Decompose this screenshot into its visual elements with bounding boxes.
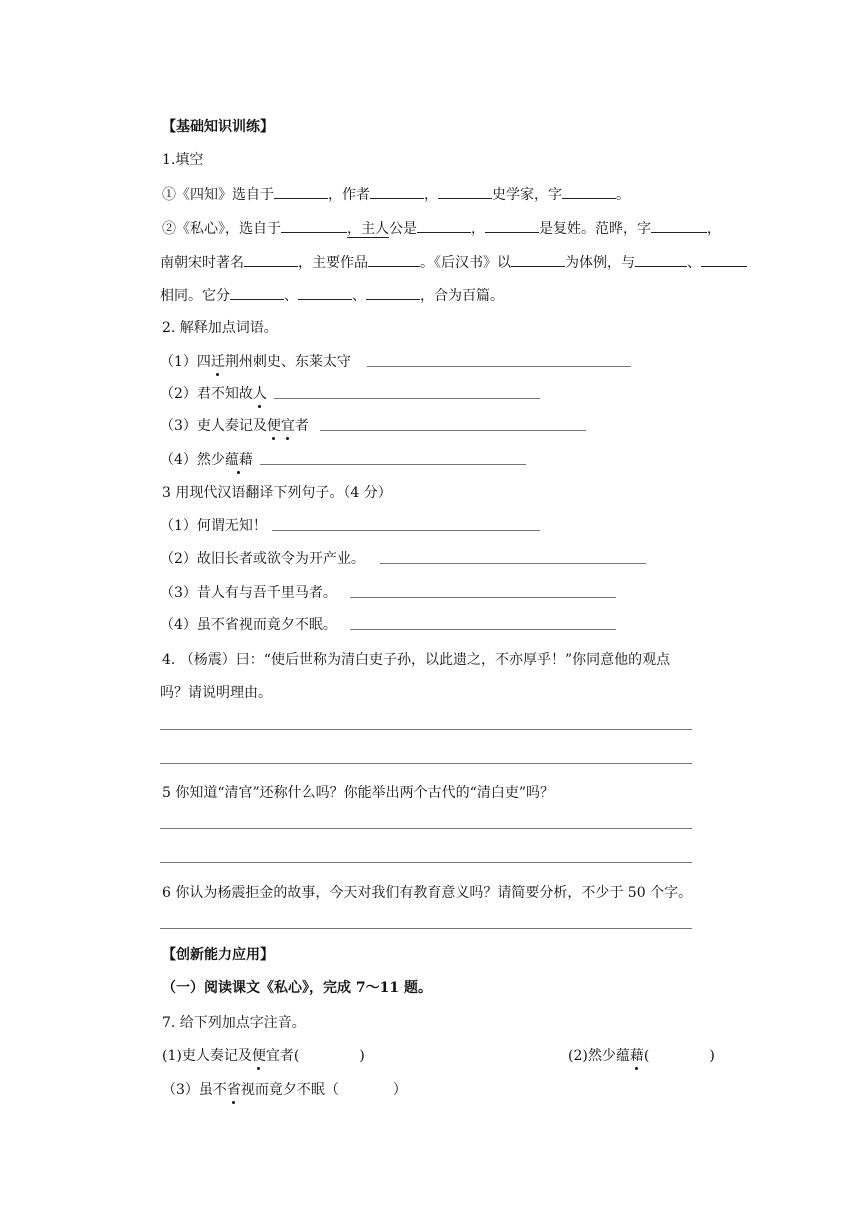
q1-line-3: 南朝宋时著名 ，主要作品 。《后汉书》以 为体例，与 、 — [160, 252, 747, 273]
q1-title: 1.填空 — [162, 152, 204, 168]
blank[interactable] — [511, 252, 565, 267]
blank[interactable] — [366, 285, 420, 300]
blank[interactable] — [244, 252, 298, 267]
blank[interactable] — [298, 285, 352, 300]
q7-item-2: (2)然少蕴藉( ) — [568, 1048, 715, 1064]
answer-line[interactable] — [272, 530, 540, 531]
q7-item-1: (1)吏人奏记及便宜者( ) — [162, 1048, 365, 1064]
q3-item-3: （3）昔人有与吾千里马者。 — [160, 585, 337, 601]
blank[interactable] — [562, 184, 616, 199]
blank[interactable] — [368, 252, 420, 267]
q2-item-4: （4）然少蕴藉 — [160, 452, 253, 468]
answer-line[interactable] — [160, 928, 692, 929]
answer-line[interactable] — [274, 398, 540, 399]
section-title-innovation: 【创新能力应用】 — [162, 947, 274, 963]
section-title-basic: 【基础知识训练】 — [162, 119, 274, 135]
answer-line[interactable] — [260, 464, 526, 465]
blank[interactable] — [701, 252, 747, 267]
q1-line-1: ①《四知》选自于 ，作者 ， 史学家，字 。 — [162, 184, 630, 205]
q2-item-3: （3）吏人奏记及便宜者 — [160, 418, 309, 434]
blank[interactable] — [417, 218, 471, 233]
part1-title: （一）阅读课文《私心》，完成 7～11 题。 — [162, 980, 432, 996]
q2-item-2: （2）君不知故人 — [160, 386, 267, 402]
q3-item-2: （2）故旧长者或欲令为开产业。 — [160, 551, 365, 567]
q4-line-2: 吗？请说明理由。 — [160, 685, 272, 701]
blank[interactable] — [274, 184, 328, 199]
blank[interactable] — [485, 218, 539, 233]
blank[interactable] — [370, 184, 424, 199]
q7-item-3: （3）虽不省视而竟夕不眠（ ） — [162, 1082, 407, 1098]
q4-line-1: 4. （杨震）曰：“使后世称为清白吏子孙，以此遗之，不亦厚乎！”你同意他的观点 — [162, 652, 671, 668]
q3-item-4: （4）虽不省视而竟夕不眠。 — [160, 617, 337, 633]
blank[interactable] — [230, 285, 284, 300]
answer-line[interactable] — [350, 629, 616, 630]
answer-line[interactable] — [160, 729, 692, 730]
q1-line-2: ②《私心》，选自于 ，主人公是 ， 是复姓。范晔，字 ， — [162, 218, 721, 239]
blank[interactable] — [281, 218, 347, 233]
blank[interactable] — [651, 218, 707, 233]
q5-title: 5 你知道“清官”还称什么吗？你能举出两个古代的“清白吏”吗？ — [162, 785, 554, 801]
q1-line-4: 相同。它分 、 、 ，合为百篇。 — [160, 285, 504, 306]
q7-title: 7. 给下列加点字注音。 — [162, 1015, 306, 1031]
q6-title: 6 你认为杨震拒金的故事，今天对我们有教育意义吗？请简要分析，不少于 50 个字。 — [162, 885, 693, 901]
q2-title: 2. 解释加点词语。 — [162, 320, 278, 336]
answer-line[interactable] — [320, 430, 586, 431]
blank[interactable] — [438, 184, 492, 199]
answer-line[interactable] — [350, 597, 616, 598]
answer-line[interactable] — [160, 828, 692, 829]
q3-item-1: （1）何谓无知！ — [160, 518, 267, 534]
answer-line[interactable] — [160, 763, 692, 764]
blank[interactable] — [635, 252, 687, 267]
answer-line[interactable] — [367, 366, 631, 367]
q2-item-1: （1）四迁荆州刺史、东莱太守 — [160, 354, 351, 370]
q3-title: 3 用现代汉语翻译下列句子。（4 分） — [162, 485, 392, 501]
answer-line[interactable] — [380, 563, 646, 564]
answer-line[interactable] — [160, 862, 692, 863]
